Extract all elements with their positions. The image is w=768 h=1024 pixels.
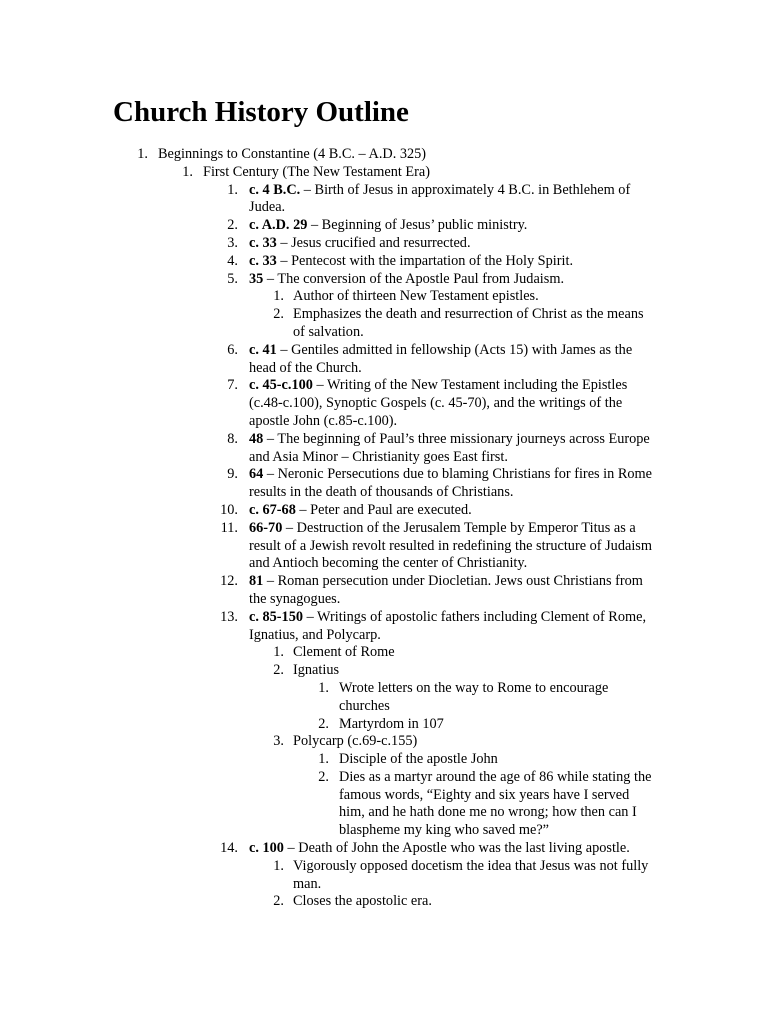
outline-item-number: 2. [318, 768, 329, 785]
outline-item-description: Clement of Rome [293, 644, 395, 661]
outline-item-number: 1. [182, 163, 193, 180]
outline-item-text [249, 609, 656, 645]
outline-item-description: Disciple of the apostle John [339, 751, 498, 768]
outline-item-date: c. 33 [249, 252, 277, 269]
outline-item-description: Wrote letters on the way to Rome to encourage churches [339, 679, 609, 714]
outline-item-number: 1. [318, 679, 329, 696]
outline-item-number: 3. [227, 234, 238, 251]
outline-item-number: 2. [273, 893, 284, 910]
outline-item-date: c. 67-68 [249, 501, 296, 518]
outline-item [0, 609, 768, 645]
outline-item-number: 11. [220, 519, 238, 536]
outline-item [0, 680, 768, 716]
outline-item-text [249, 573, 656, 609]
outline-item-text [203, 164, 708, 182]
outline-item [0, 662, 768, 680]
outline-item [0, 146, 768, 164]
outline-item [0, 769, 768, 840]
outline-item-text [293, 662, 656, 680]
outline-item-number: 1. [273, 644, 284, 661]
outline-item-number: 13. [220, 608, 238, 625]
outline-item [0, 253, 768, 271]
outline-item-number: 1. [227, 181, 238, 198]
outline-item-text [293, 893, 656, 911]
outline-item-text [249, 217, 656, 235]
outline-item-number: 2. [273, 662, 284, 679]
outline-item-text [249, 466, 656, 502]
outline-item-text [249, 253, 656, 271]
outline-item [0, 342, 768, 378]
outline-item-number: 4. [227, 252, 238, 269]
outline-item-number: 3. [273, 733, 284, 750]
outline-item-number: 2. [273, 306, 284, 323]
outline-item [0, 217, 768, 235]
outline-item-number: 2. [227, 217, 238, 234]
outline-item-number: 5. [227, 270, 238, 287]
outline-item-description: Martyrdom in 107 [339, 715, 444, 732]
outline-item-text [158, 146, 708, 164]
outline-item-number: 10. [220, 501, 238, 518]
outline-item-number: 7. [227, 377, 238, 394]
outline-item-number: 1. [273, 288, 284, 305]
outline-item-description: First Century (The New Testament Era) [203, 163, 431, 180]
outline-item-number: 1. [273, 857, 284, 874]
outline-item [0, 858, 768, 894]
outline-item-text [339, 769, 656, 840]
outline-item-description: – Jesus crucified and resurrected. [276, 234, 471, 251]
outline-item-text [339, 716, 656, 734]
outline-item-date: 35 [249, 270, 264, 287]
outline-item-description: – Pentecost with the impartation of the Holy Spirit. [276, 252, 574, 269]
outline-item [0, 751, 768, 769]
outline-item-date: c. 41 [249, 341, 277, 358]
outline-item-date: 64 [249, 466, 264, 483]
outline-item-number: 8. [227, 430, 238, 447]
outline-item-description: – Peter and Paul are executed. [295, 501, 472, 518]
outline-item-text [293, 288, 656, 306]
outline-item-description: Emphasizes the death and resurrection of Christ as the means of salvation. [293, 306, 644, 340]
outline-item-number: 1. [137, 146, 148, 162]
outline-item-description: – The beginning of Paul’s three missionary journeys across Europe and Asia Minor – Christianity goes East first. [249, 430, 650, 465]
outline-item-description: – Neronic Persecutions due to blaming Christians for fires in Rome results in the death of thousands of Christians. [249, 466, 653, 501]
outline-item-date: c. A.D. 29 [249, 217, 308, 234]
outline-item-description: Ignatius [293, 662, 340, 679]
outline-item [0, 502, 768, 520]
outline-item-description: Closes the apostolic era. [293, 893, 432, 910]
outline-item-description: – Writing of the New Testament including the Epistles (c.48-c.100), Synoptic Gospels (c. 45-70), and the writings of the apostle John (c.85-c.100). [249, 377, 628, 429]
outline-item-text [249, 271, 656, 289]
outline-item [0, 733, 768, 751]
outline-item [0, 235, 768, 253]
outline-item-description: – Roman persecution under Diocletian. Jews oust Christians from the synagogues. [249, 573, 643, 607]
outline-item-date: c. 33 [249, 234, 277, 251]
outline-item-date: c. 100 [249, 840, 284, 857]
outline-item-number: 14. [220, 840, 238, 857]
outline-item-description: – Destruction of the Jerusalem Temple by Emperor Titus as a result of a Jewish revolt resulted in redefining the structure of Judaism and Antioch becoming the center of Christianity. [249, 519, 652, 572]
outline-item-description: Beginnings to Constantine (4 B.C. – A.D. 325) [158, 146, 427, 162]
outline-item-text [249, 502, 656, 520]
outline-item-date: c. 45-c.100 [249, 377, 313, 394]
outline-item-description: – Birth of Jesus in approximately 4 B.C. in Bethlehem of Judea. [249, 181, 631, 216]
outline-item-number: 2. [318, 715, 329, 732]
outline-item-text [249, 840, 656, 858]
outline-item [0, 306, 768, 342]
outline-item-description: Polycarp (c.69-c.155) [293, 733, 418, 750]
outline-item [0, 182, 768, 218]
page-title: Church History Outline [113, 96, 409, 128]
outline-item-text [293, 733, 656, 751]
outline-item-text [249, 431, 656, 467]
outline-item-description: – Death of John the Apostle who was the last living apostle. [283, 840, 630, 857]
outline-item-text [249, 182, 656, 218]
outline-item [0, 288, 768, 306]
outline-item [0, 840, 768, 858]
outline-item-number: 6. [227, 341, 238, 358]
outline-item-date: 66-70 [249, 519, 283, 536]
outline-item [0, 466, 768, 502]
outline-item [0, 520, 768, 573]
outline-item-date: c. 4 B.C. [249, 181, 301, 198]
outline-item-description: Author of thirteen New Testament epistles. [293, 288, 539, 305]
outline-item [0, 164, 768, 182]
outline-item-number: 12. [220, 573, 238, 590]
outline-item-date: 81 [249, 573, 264, 590]
outline-item-date: 48 [249, 430, 264, 447]
outline-item [0, 271, 768, 289]
outline-item-number: 9. [227, 466, 238, 483]
outline-item-text [339, 680, 656, 716]
outline-item-text [249, 235, 656, 253]
outline-list [0, 146, 768, 911]
outline-item-number: 1. [318, 751, 329, 768]
outline-item-description: Vigorously opposed docetism the idea that Jesus was not fully man. [293, 857, 649, 892]
outline-item-text [249, 342, 656, 378]
outline-item-description: – Writings of apostolic fathers including Clement of Rome, Ignatius, and Polycarp. [249, 608, 647, 643]
outline-item-description: – The conversion of the Apostle Paul from Judaism. [263, 270, 565, 287]
outline-item [0, 573, 768, 609]
outline-item-text [249, 520, 656, 573]
outline-item-text [339, 751, 656, 769]
outline-item [0, 377, 768, 430]
outline-item-text [249, 377, 656, 430]
outline-item [0, 431, 768, 467]
outline-item-description: – Beginning of Jesus’ public ministry. [307, 217, 528, 234]
outline-item [0, 644, 768, 662]
outline-item-description: Dies as a martyr around the age of 86 while stating the famous words, “Eighty and six years have I served him, and he hath done me no wrong; how then can I blaspheme my king who saved me?” [339, 768, 652, 839]
outline-item-text [293, 858, 656, 894]
outline-item-text [293, 306, 656, 342]
outline-item [0, 893, 768, 911]
outline-item-date: c. 85-150 [249, 608, 303, 625]
outline-item-description: – Gentiles admitted in fellowship (Acts 15) with James as the head of the Church. [249, 341, 633, 376]
outline-item-text [293, 644, 656, 662]
outline-item [0, 716, 768, 734]
